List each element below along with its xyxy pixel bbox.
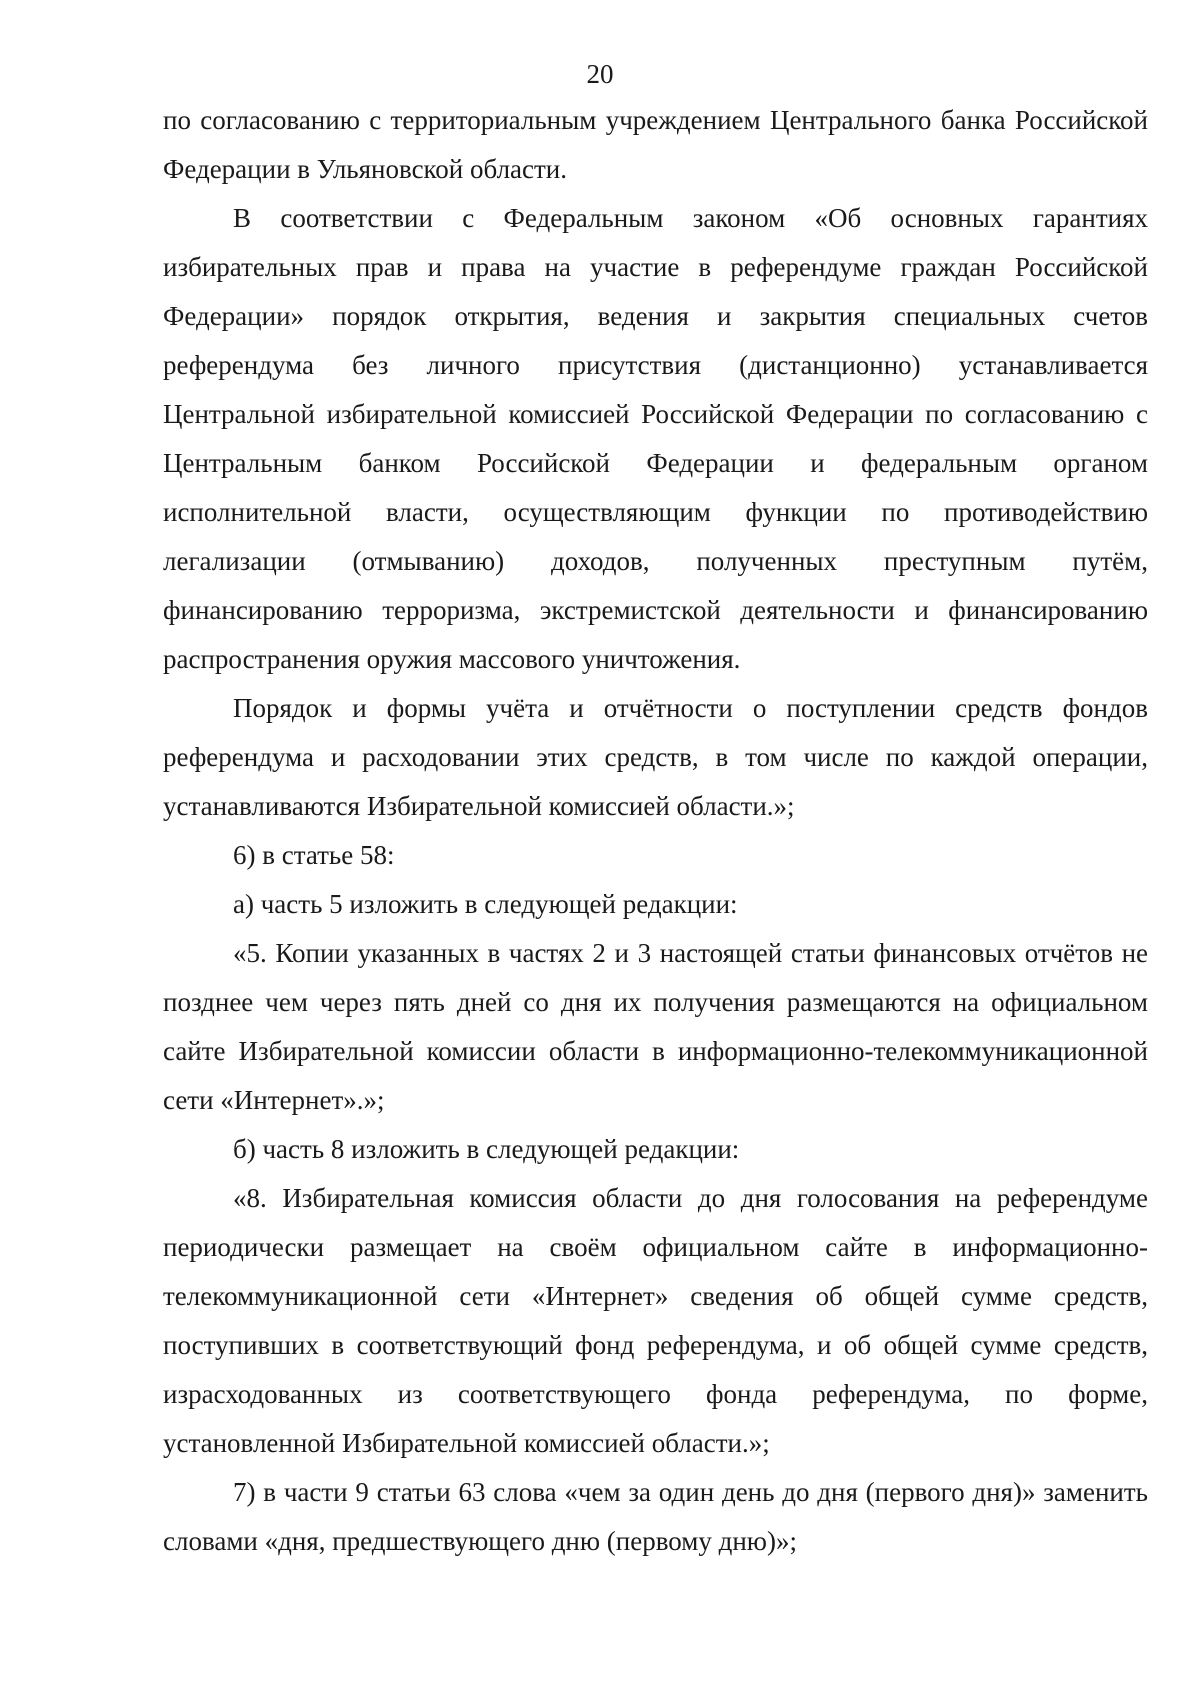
page-number: 20 (586, 59, 614, 89)
paragraph-item-7: 7) в части 9 статьи 63 слова «чем за один день до дня (первого дня)» заменить словами «дня, предшествующего дню (первому дню)»; (163, 1477, 1148, 1556)
paragraph-continuation: по согласованию с территориальным учреждением Центрального банка Российской Федерации в Ульяновской области. (163, 105, 1148, 184)
paragraph-item-6: 6) в статье 58: (233, 840, 395, 870)
paragraph-subitem-a: а) часть 5 изложить в следующей редакции: (233, 889, 738, 919)
paragraph-accounting-forms: Порядок и формы учёта и отчётности о поступлении средств фондов референдума и расходовании этих средств, в том числе по каждой операции, устанавливаются Избирательной комиссией области.»; (163, 693, 1148, 821)
paragraph-federal-law: В соответствии с Федеральным законом «Об основных гарантиях избирательных прав и права на участие в референдуме граждан Российской Федерации» порядок открытия, ведения и закрытия специальных счетов референдума без личного присутствия (дистанционно) устанавливается Центральной избирательной комиссией Российской Федерации по согласованию с Центральным банком Российской Федерации и федеральным органом исполнительной власти, осуществляющим функции по противодействию легализации (отмыванию) доходов, полученных преступным путём, финансированию терроризма, экстремистской деятельности и финансированию распространения оружия массового уничтожения. (163, 203, 1148, 674)
paragraph-part-8-text: «8. Избирательная комиссия области до дня голосования на референдуме периодически размещает на своём официальном сайте в информационно-телекоммуникационной сети «Интернет» сведения об общей сумме средств, поступивших в соответствующий фонд референдума, и об общей сумме средств, израсходованных из соответствующего фонда референдума, по форме, установленной Избирательной комиссией области.»; (163, 1183, 1148, 1458)
paragraph-subitem-b: б) часть 8 изложить в следующей редакции: (233, 1134, 740, 1164)
document-body (163, 96, 1148, 1566)
paragraph-part-5-text: «5. Копии указанных в частях 2 и 3 настоящей статьи финансовых отчётов не позднее чем через пять дней со дня их получения размещаются на официальном сайте Избирательной комиссии области в информационно-телекоммуникационной сети «Интернет».»; (163, 938, 1148, 1115)
